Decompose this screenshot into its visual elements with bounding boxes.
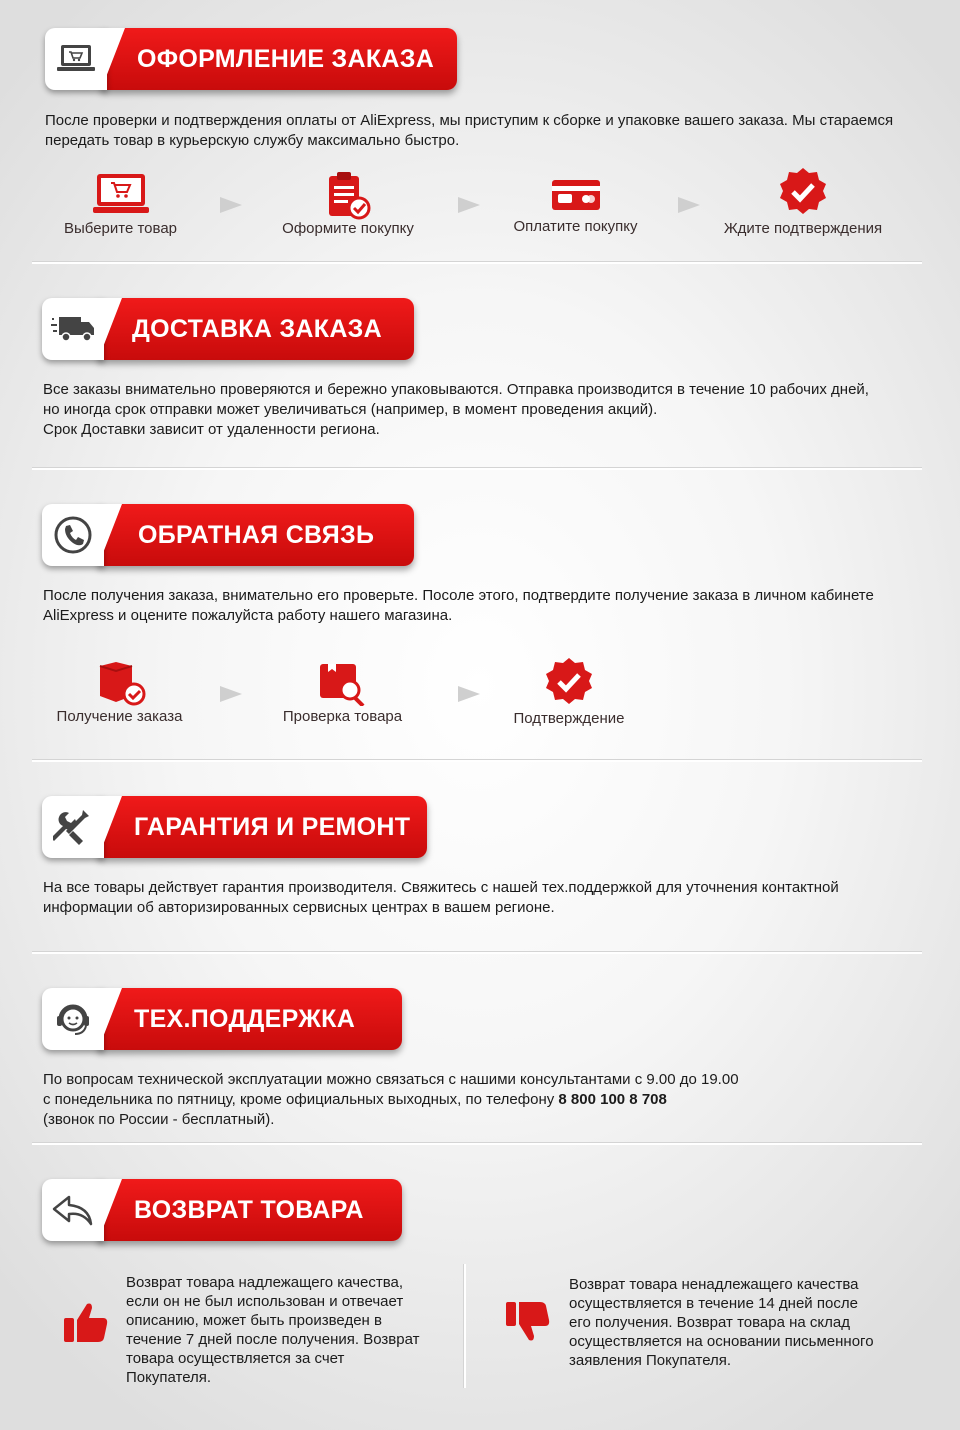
step-label: Оплатите покупку: [513, 218, 638, 235]
step-label: Получение заказа: [56, 708, 183, 725]
warranty-title: ГАРАНТИЯ И РЕМОНТ: [134, 813, 411, 841]
step-checkout: [278, 170, 418, 237]
step-label: Проверка товара: [282, 708, 403, 725]
laptop-cart-icon: [45, 28, 107, 90]
feedback-title: ОБРАТНАЯ СВЯЗЬ: [138, 521, 375, 549]
headset-operator-icon: [42, 988, 104, 1050]
arrow-icon: [220, 197, 242, 213]
step-label: Выберите товар: [63, 220, 177, 237]
laptop-cart-icon: [93, 172, 149, 216]
returns-title: ВОЗВРАТ ТОВАРА: [134, 1196, 364, 1224]
phone-call-icon: [42, 504, 104, 566]
step-receive-order: [52, 660, 187, 725]
delivery-header-badge: [42, 298, 414, 360]
check-seal-icon: [776, 166, 830, 218]
step-choose-product: [58, 172, 183, 237]
divider: [32, 1143, 922, 1145]
step-pay: [508, 178, 643, 235]
thumbs-down-icon: [504, 1298, 552, 1346]
feedback-header-badge: [42, 504, 414, 566]
support-line-2-text: с понедельника по пятницу, кроме официальных выходных, по телефону: [43, 1091, 555, 1108]
divider: [32, 468, 922, 470]
support-line-2: [43, 1090, 903, 1110]
delivery-title: ДОСТАВКА ЗАКАЗА: [132, 315, 382, 343]
delivery-line-3: Срок Доставки зависит от удаленности региона.: [43, 421, 380, 438]
feedback-text: После получения заказа, внимательно его проверьте. Посоле этого, подтвердите получение заказа в личном кабинете AliExpress и оцените пожалуйста работу нашего магазина.: [43, 587, 874, 624]
step-inspect-product: [275, 658, 410, 725]
order-header-badge: [45, 28, 457, 90]
divider: [32, 952, 922, 954]
arrow-icon: [220, 686, 242, 702]
return-good-quality-text: Возврат товара надлежащего качества, если он не был использован и отвечает описанию, может быть произведен в течение 7 дней после получения. Возврат товара осуществляется за счет Покупателя.: [126, 1274, 420, 1386]
returns-vertical-divider: [464, 1264, 466, 1388]
order-text: После проверки и подтверждения оплаты от AliExpress, мы приступим к сборке и упаковке вашего заказа. Мы стараемся передать товар в курьерскую службу максимально быстро.: [45, 112, 894, 149]
returns-header-badge: [42, 1179, 402, 1241]
support-title: ТЕХ.ПОДДЕРЖКА: [134, 1005, 356, 1033]
delivery-truck-icon: [42, 298, 104, 360]
step-wait-confirmation: [718, 166, 888, 237]
arrow-icon: [678, 197, 700, 213]
support-text: [43, 1070, 903, 1130]
return-bad-quality-text: Возврат товара ненадлежащего качества осуществляется в течение 14 дней после его получения. Возврат товара на склад осуществляется на основании письменного заявления Покупателя.: [569, 1276, 874, 1369]
step-label: Подтверждение: [513, 710, 625, 727]
support-header-badge: [42, 988, 402, 1050]
delivery-line-2: но иногда срок отправки может увеличиваться (например, в момент проведения акций).: [43, 401, 658, 418]
support-phone: 8 800 100 8 708: [558, 1091, 667, 1108]
delivery-line-1: Все заказы внимательно проверяются и бережно упаковываются. Отправка производится в течение 10 рабочих дней,: [43, 381, 869, 398]
arrow-icon: [458, 197, 480, 213]
step-label: Оформите покупку: [282, 220, 414, 237]
return-arrow-icon: [42, 1179, 104, 1241]
package-check-icon: [92, 660, 148, 706]
step-label: Ждите подтверждения: [723, 220, 883, 237]
thumbs-up-icon: [62, 1298, 110, 1346]
warranty-text: На все товары действует гарантия производителя. Свяжитесь с нашей тех.поддержкой для уточнения контактной информации об авторизированных сервисных центрах в вашем регионе.: [43, 879, 839, 916]
check-seal-icon: [542, 656, 596, 708]
delivery-text: [43, 380, 923, 440]
order-title: ОФОРМЛЕНИЕ ЗАКАЗА: [137, 45, 435, 73]
divider: [32, 262, 922, 264]
support-line-1: По вопросам технической эксплуатации можно связаться с нашими консультантами с 9.00 до 19.00: [43, 1071, 739, 1088]
support-line-3: (звонок по России - бесплатный).: [43, 1111, 275, 1128]
step-confirmation: [505, 656, 633, 727]
divider: [32, 760, 922, 762]
warranty-header-badge: [42, 796, 427, 858]
wrench-screwdriver-icon: [42, 796, 104, 858]
arrow-icon: [458, 686, 480, 702]
box-magnifier-icon: [316, 658, 370, 706]
clipboard-check-icon: [325, 170, 371, 220]
credit-card-icon: [550, 178, 602, 212]
